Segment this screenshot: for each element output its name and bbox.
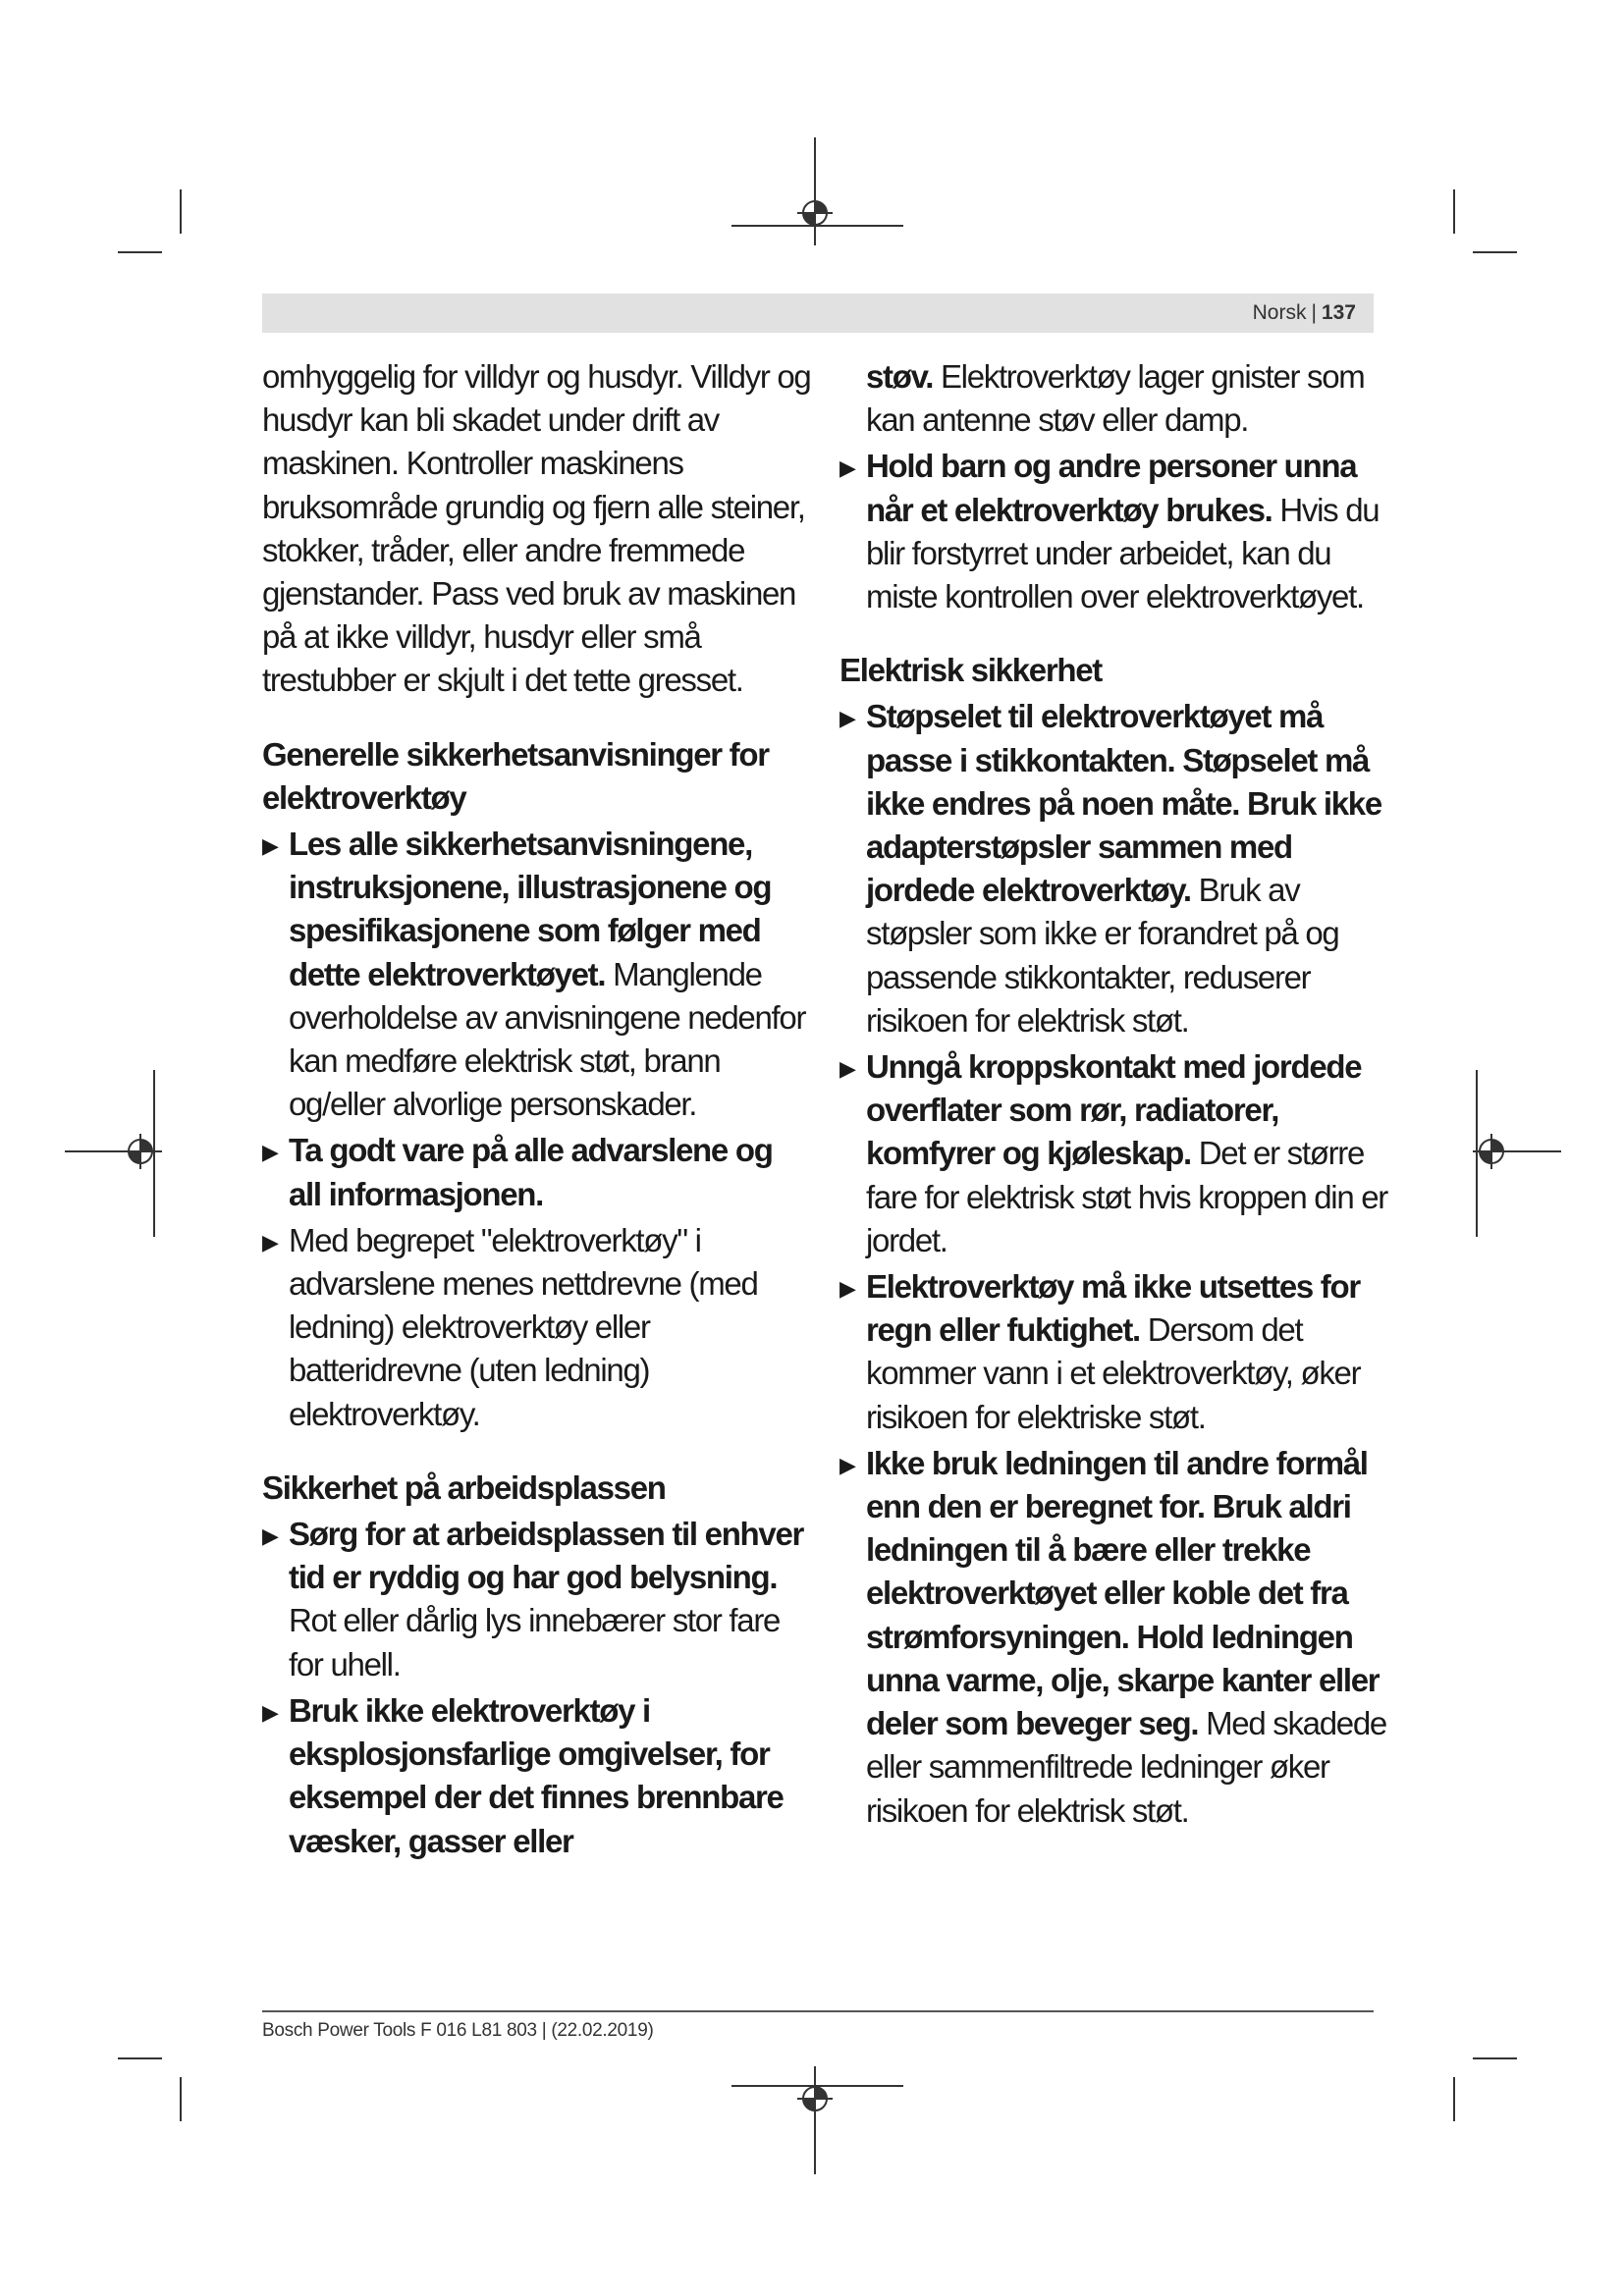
list-item <box>839 1265 1399 1439</box>
section-heading-general-safety: Generelle sikkerhetsanvisninger for elektroverktøy <box>262 735 769 816</box>
bullet-arrow-icon: ▶ <box>262 1140 279 1165</box>
footer-rule <box>262 2010 1374 2012</box>
section-heading-electrical-safety: Elektrisk sikkerhet <box>839 652 1102 689</box>
workplace-safety-list <box>262 1513 812 1863</box>
right-column <box>839 355 1399 1833</box>
list-item <box>839 695 1399 1042</box>
registration-mark-top <box>731 137 903 245</box>
bullet-arrow-icon: ▶ <box>839 1056 856 1082</box>
list-item <box>262 1513 812 1686</box>
list-item <box>262 1689 812 1863</box>
intro-paragraph: omhyggelig for villdyr og husdyr. Villdyr og husdyr kan bli skadet under drift av maskinen. Kontroller maskinens bruksområde grundig og fjern alle steiner, stokker, tråder, eller andre fremmede gjenstander. Pass ved bruk av maskinen på at ikke villdyr, husdyr eller små trestubber er skjult i det tette gresset. <box>262 358 811 699</box>
bullet-arrow-icon: ▶ <box>839 1452 856 1477</box>
electrical-safety-list <box>839 695 1399 1832</box>
list-item <box>839 1442 1399 1833</box>
bullet-arrow-icon: ▶ <box>262 1229 279 1255</box>
item-bold: Sørg for at arbeidsplassen til enhver tid er ryddig og har god belysning. <box>289 1516 804 1596</box>
item-bold: Hold barn og andre personer unna når et elektroverktøy brukes. <box>866 448 1357 528</box>
registration-mark-bottom <box>731 2066 903 2174</box>
continuation-paragraph <box>839 355 1399 442</box>
general-safety-list <box>262 823 812 1436</box>
bullet-arrow-icon: ▶ <box>839 455 856 481</box>
item-text: Rot eller dårlig lys innebærer stor fare for uhell. <box>289 1602 781 1682</box>
item-bold: Ikke bruk ledningen til andre formål enn den er beregnet for. Bruk aldri ledningen til å bære eller trekke elektroverktøyet eller koble det fra strømforsyningen. Hold ledningen unna varme, olje, skarpe kanter eller deler som beveger seg. <box>866 1444 1380 1742</box>
item-text: Det er større fare for elektrisk støt hvis kroppen din er jordet. <box>866 1135 1387 1258</box>
item-bold: Støpselet til elektroverktøyet må passe i stikkontakten. Støpselet må ikke endres på noen måte. Bruk ikke adapterstøpsler sammen med jordede elektroverktøy. <box>866 698 1381 909</box>
item-bold: Unngå kroppskontakt med jordede overflater som rør, radiatorer, komfyrer og kjøleskap. <box>866 1048 1362 1172</box>
bullet-arrow-icon: ▶ <box>262 1523 279 1549</box>
item-bold: Les alle sikkerhetsanvisningene, instruksjonene, illustrasjonene og spesifikasjonene som følger med dette elektroverktøyet. <box>289 826 772 992</box>
item-text: Manglende overholdelse av anvisningene nedenfor kan medføre elektrisk støt, brann og/eller alvorlige personskader. <box>289 955 806 1123</box>
left-column <box>262 355 812 1863</box>
item-text: Med begrepet "elektroverktøy" i advarslene menes nettdrevne (med ledning) elektroverktøy eller batteridrevne (uten ledning) elektroverktøy. <box>289 1221 758 1432</box>
item-bold: Bruk ikke elektroverktøy i eksplosjonsfarlige omgivelser, for eksempel der det finnes brennbare væsker, gasser eller <box>289 1691 784 1859</box>
list-item <box>262 823 812 1126</box>
bullet-arrow-icon: ▶ <box>839 1276 856 1302</box>
page-header <box>262 294 1374 333</box>
item-bold: Ta godt vare på alle advarslene og all informasjonen. <box>289 1132 773 1212</box>
page-number: 137 <box>1321 301 1356 324</box>
section-heading-workplace-safety: Sikkerhet på arbeidsplassen <box>262 1468 666 1506</box>
list-item <box>262 1219 812 1436</box>
item-text: Bruk av støpsler som ikke er forandret på og passende stikkontakter, reduserer risikoen for elektrisk støt. <box>866 872 1339 1039</box>
item-text: Dersom det kommer vann i et elektroverktøy, øker risikoen for elektriske støt. <box>866 1311 1361 1435</box>
list-item <box>262 1129 812 1215</box>
item-text: Med skadede eller sammenfiltrede ledninger øker risikoen for elektrisk støt. <box>866 1705 1386 1829</box>
continuation-text: Elektroverktøy lager gnister som kan antenne støv eller damp. <box>866 358 1365 439</box>
bullet-arrow-icon: ▶ <box>839 706 856 731</box>
registration-mark-left <box>65 1070 162 1237</box>
item-bold: Elektroverktøy må ikke utsettes for regn eller fuktighet. <box>866 1268 1360 1349</box>
page-footer: Bosch Power Tools F 016 L81 803 | (22.02.2019) <box>262 2020 654 2041</box>
list-item <box>839 1045 1399 1262</box>
list-item <box>839 445 1399 618</box>
header-language: Norsk <box>1252 301 1307 324</box>
bullet-arrow-icon: ▶ <box>262 833 279 859</box>
bullet-arrow-icon: ▶ <box>262 1699 279 1725</box>
header-separator: | <box>1311 301 1317 324</box>
top-list <box>839 445 1399 618</box>
continuation-bold: støv. <box>866 358 934 395</box>
item-text: Hvis du blir forstyrret under arbeidet, kan du miste kontrollen over elektroverktøyet. <box>866 491 1380 615</box>
